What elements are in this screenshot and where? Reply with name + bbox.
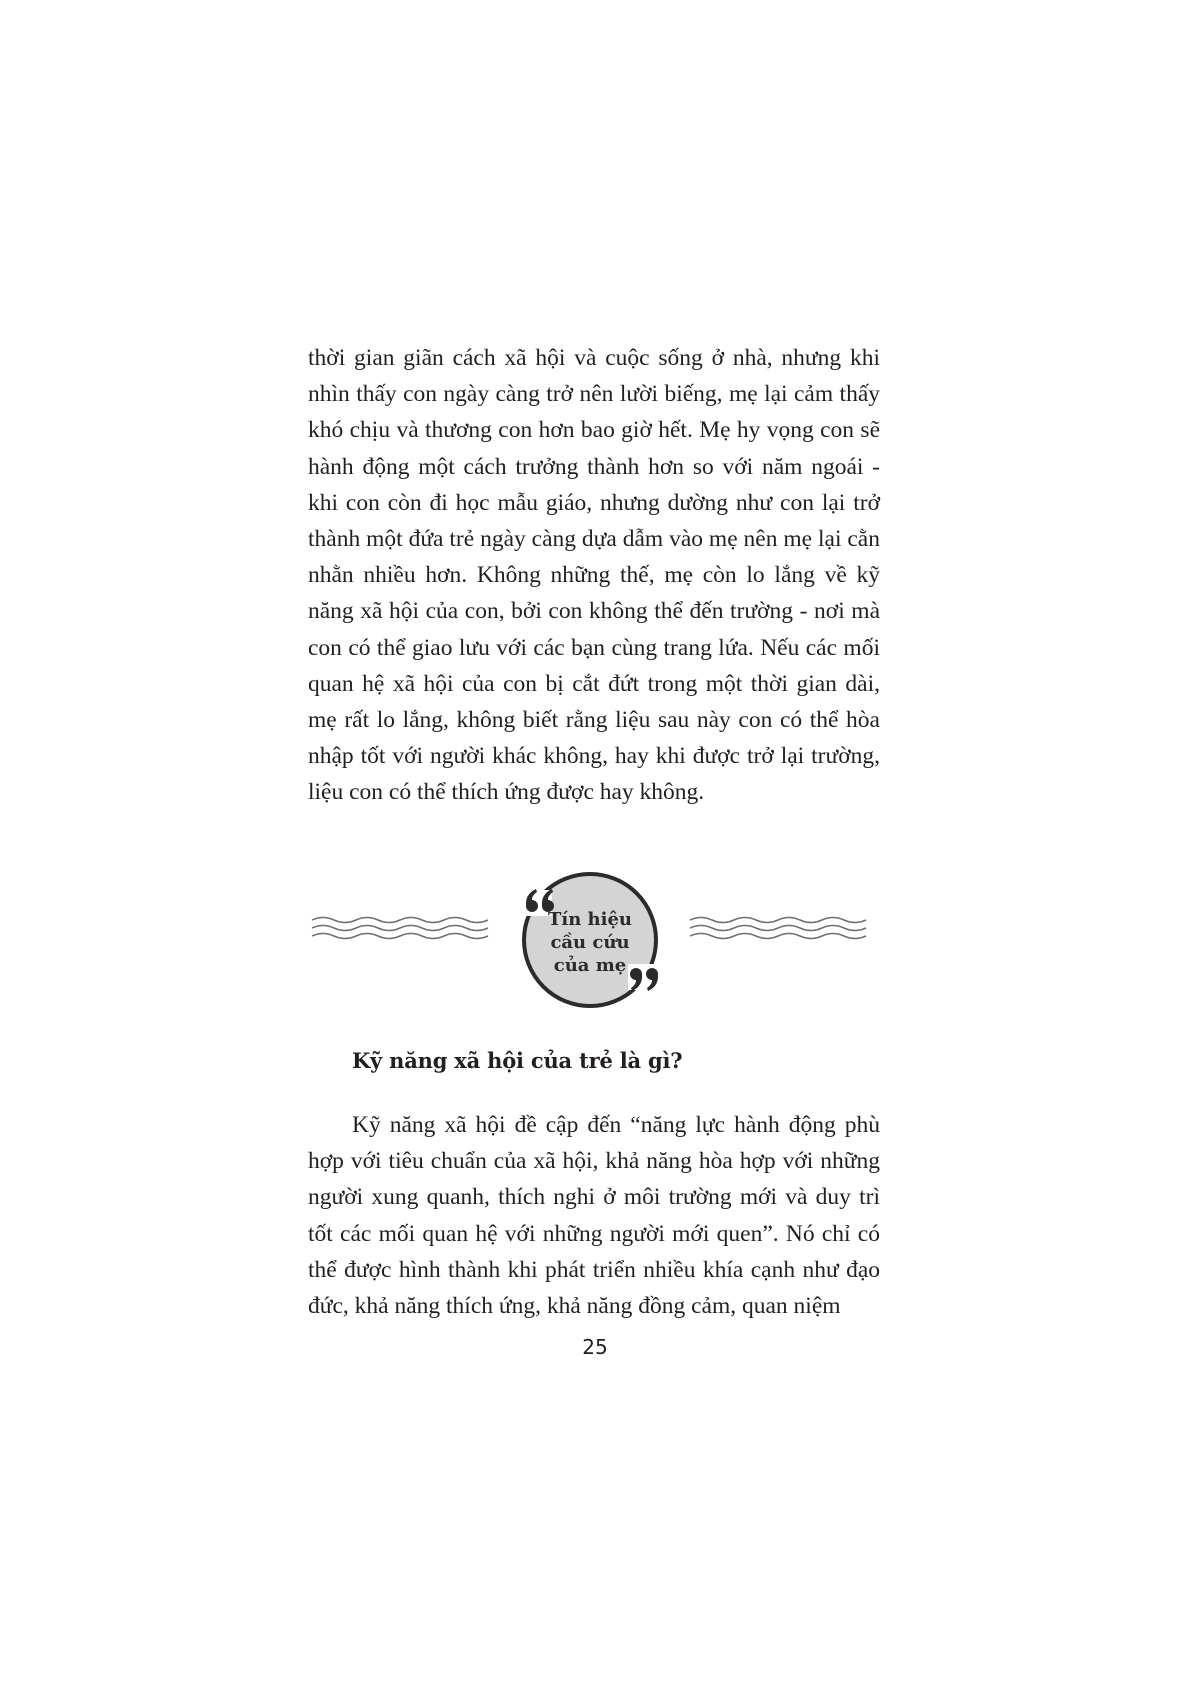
body-paragraph-1: thời gian giãn cách xã hội và cuộc sống ở nhà, nhưng khi nhìn thấy con ngày càng trở nên lười biếng, mẹ lại cảm thấy khó chịu và thương con hơn bao giờ hết. Mẹ hy vọng con sẽ hành động một cách trưởng thành hơn so với năm ngoái - khi con còn đi học mẫu giáo, nhưng dường như con lại trở thành một đứa trẻ ngày càng dựa dẫm vào mẹ nên mẹ lại cằn nhằn nhiều hơn. Không những thế, mẹ còn lo lắng về kỹ năng xã hội của con, bởi con không thể đến trường - nơi mà con có thể giao lưu với các bạn cùng trang lứa. Nếu các mối quan hệ xã hội của con bị cắt đứt trong một thời gian dài, mẹ rất lo lắng, không biết rằng liệu sau này con có thể hòa nhập tốt với người khác không, hay khi được trở lại trường, liệu con có thể thích ứng được hay không. xyxy=(308,345,880,806)
left-wave-lines-icon xyxy=(312,918,488,939)
badge-line-2: cầu cứu xyxy=(550,932,630,953)
badge-label xyxy=(520,908,660,977)
badge-line-1: Tín hiệu xyxy=(547,909,633,930)
page-number: 25 xyxy=(582,1335,608,1359)
section-badge xyxy=(300,868,880,1018)
badge-line-3: của mẹ xyxy=(553,955,627,976)
body-paragraph-2: Kỹ năng xã hội đề cập đến “năng lực hành động phù hợp với tiêu chuẩn của xã hội, khả năng hòa hợp với những người xung quanh, thích nghi ở môi trường mới và duy trì tốt các mối quan hệ với những người mới quen”. Nó chỉ có thể được hình thành khi phát triển nhiều khía cạnh như đạo đức, khả năng thích ứng, khả năng đồng cảm, quan niệm xyxy=(308,1112,880,1320)
right-wave-lines-icon xyxy=(690,918,866,939)
section-heading: Kỹ năng xã hội của trẻ là gì? xyxy=(352,1048,683,1073)
